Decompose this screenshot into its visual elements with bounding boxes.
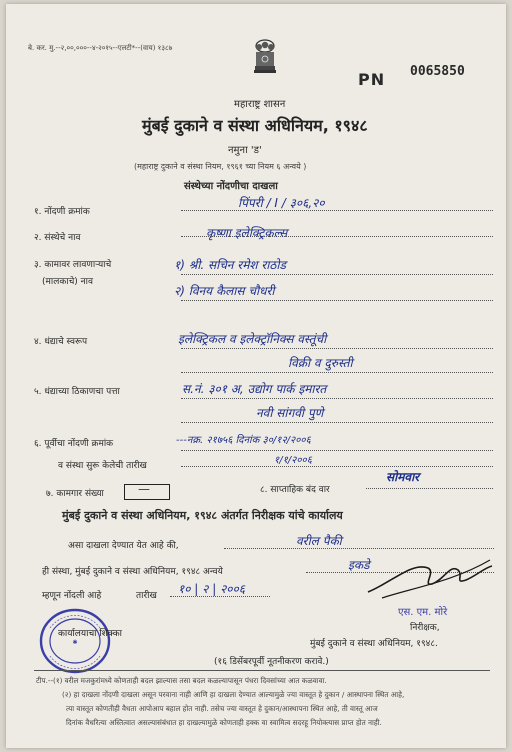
note-3: त्या वास्तूत कोणतीही वैधता आपोआप बहाल होत नाही. तसेच ज्या वास्तूत हे दुकान/आस्थापना स्थित आहे, ती वास्तू आज [66,704,378,713]
certificate-page [6,4,506,748]
start-date-label: व संस्था सुरू केलेची तारीख [58,461,147,471]
employer-label-2: (मालकाचे) नाव [42,277,93,287]
cert-line-1-value: वरील पैकी [296,534,342,548]
form-name: नमुना 'ड' [228,145,262,156]
note-2: (२) हा दाखला नोंदणी दाखला असून परवाना नाही आणि हा दाखला देण्यात आल्यामुळे ज्या वास्तूत हे दुकान / आस्थापना स्थित आहे, [62,690,405,699]
office-title: मुंबई दुकाने व संस्था अधिनियम, १९४८ अंतर्गत निरीक्षक यांचे कार्यालय [62,509,343,522]
state-emblem-icon [250,38,280,88]
start-date-value: १/१/२००६ [274,455,312,466]
business-value-2: विक्री व दुरुस्ती [288,356,353,370]
cert-line-2: ही संस्था, मुंबई दुकाने व संस्था अधिनियम, १९४८ अन्वये [42,567,223,577]
name-value: कृष्णा इलेक्ट्रिकल्स [206,226,288,240]
employer-label: ३. कामावर लावणाऱ्याचे [34,260,112,270]
name-label: २. संस्थेचे नाव [34,233,81,243]
workers-label: ७. कामगार संख्या [46,489,104,499]
cert-line-2-value: इकडे [348,558,370,572]
reg-no-label: १. नोंदणी क्रमांक [34,207,90,217]
signatory-name: एस. एम. मोरे [398,607,448,618]
renewal-note: (१६ डिसेंबरपूर्वी नूतनीकरण करावे.) [214,657,329,667]
date-value: १० | २ | २००६ [178,582,246,596]
inspector-signature [362,552,496,604]
address-value-2: नवी सांगवी पुणे [256,406,324,420]
business-label: ४. धंद्याचे स्वरूप [34,337,88,347]
date-label: तारीख [136,591,157,601]
prev-reg-value: ---नक्र. २१७५६ दिनांक ३०/१२/२००६ [176,435,311,446]
note-1: टीप.--(१) वरील मजकुरांमध्ये कोणताही बदल झाल्यास तसा बदल कळल्यापासून पंधरा दिवसांच्या आत कळवावा. [36,676,327,685]
weekly-off-label: ८. साप्ताहिक बंद वार [260,485,330,495]
employer-value-1: १) श्री. सचिन रमेश राठोड [174,258,286,272]
document-title: मुंबई दुकाने व संस्था अधिनियम, १९४८ [142,116,368,135]
address-value-1: स.नं. ३०१ अ, उद्योग पार्क इमारत [182,382,327,396]
certificate-title: संस्थेच्या नोंदणीचा दाखला [184,181,278,192]
cert-line-1: असा दाखला देण्यात येत आहे की, [68,541,179,551]
address-label: ५. धंद्याच्या ठिकाणचा पत्ता [34,387,120,397]
pn-label: PN [358,70,386,89]
office-seal-stamp [36,606,114,676]
workers-value: — [138,482,150,496]
government-label: महाराष्ट्र शासन [234,99,286,110]
svg-text:✱: ✱ [72,639,78,646]
prev-reg-label: ६. पूर्वीचा नोंदणी क्रमांक [34,439,114,449]
reg-no-value: पिंपरी / I / ३०६,२० [238,196,325,210]
note-4: दिनांक वैधरित्या अस्तित्वात असल्यासंबंधात हा दाखल्यामुळे कोणताही हक्क वा स्वामित्व सदरहू नियोक्त्यास प्राप्त होत नाही. [66,718,382,727]
weekly-off-value: सोमवार [386,470,420,484]
rule-reference: (महाराष्ट्र दुकाने व संस्था नियम, १९६१ च्या नियम ६ अन्वये ) [134,162,307,171]
print-reference: बे. कर. मु.--२,००,०००--४-२०१५--एलटी*--(वाय) १३८७ [28,44,173,52]
office-seal-caption: कार्यालयाचा शिक्का [58,629,122,639]
inspector-label: निरीक्षक, [410,623,440,633]
employer-value-2: २) विनय कैलास चौधरी [174,284,275,298]
business-value-1: इलेक्ट्रिकल व इलेक्ट्रॉनिक्स वस्तूंची [178,332,327,346]
pn-number: 0065850 [410,64,465,79]
act-label: मुंबई दुकाने व संस्था अधिनियम, १९४८. [310,639,438,649]
cert-line-3: म्हणून नोंदली आहे [42,591,102,601]
